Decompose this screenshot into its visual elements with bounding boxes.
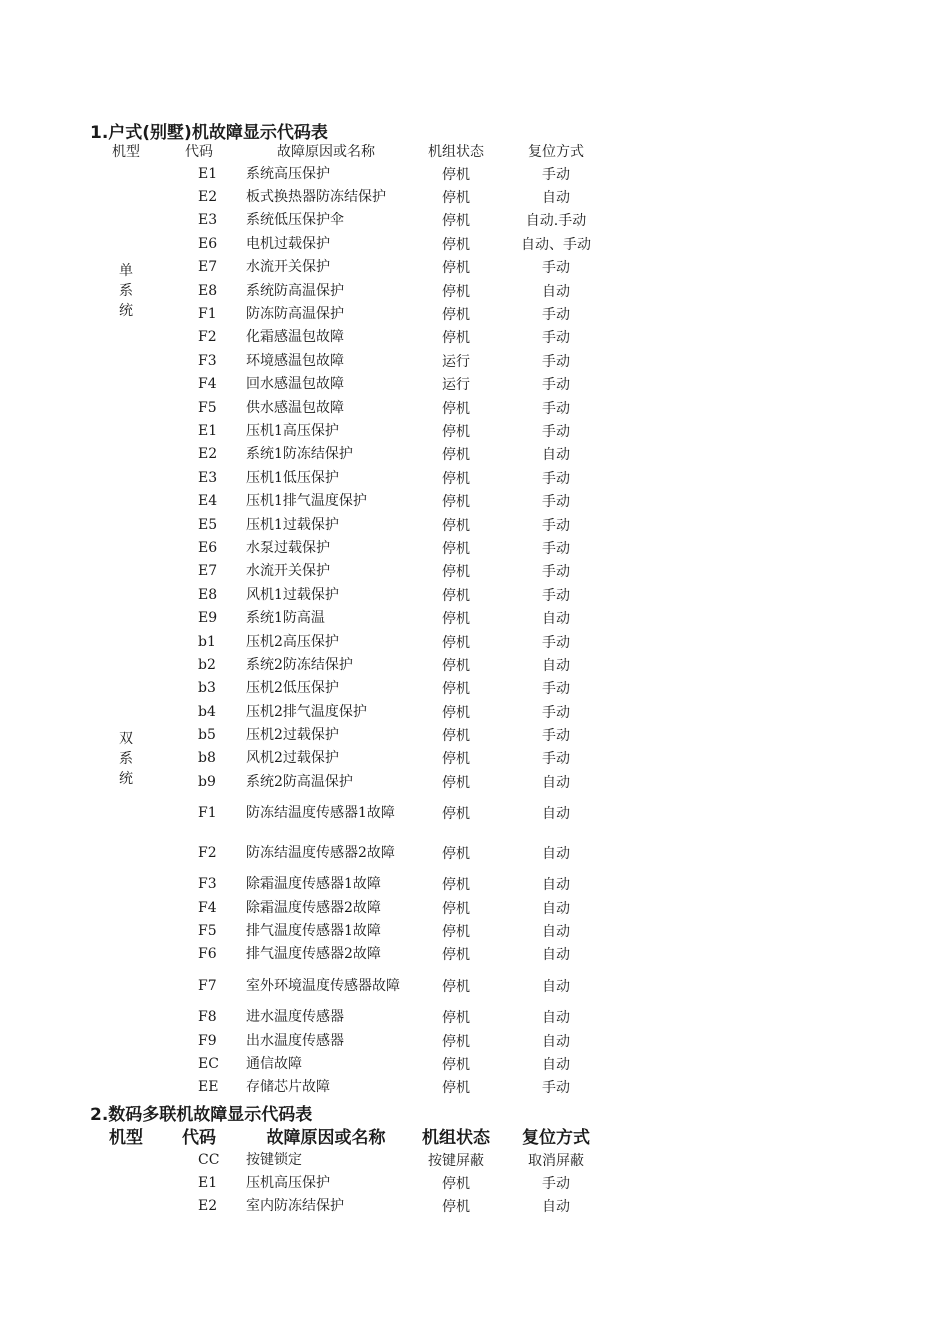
table-row — [100, 630, 606, 653]
fault-code: b1 — [198, 633, 216, 650]
fault-reason — [246, 723, 406, 746]
table-row — [100, 489, 606, 512]
reset-method: 手动 — [542, 260, 570, 277]
reset-method: 自动 — [542, 1199, 570, 1216]
table-row — [100, 723, 606, 746]
fault-code: E1 — [198, 165, 218, 182]
fault-reason — [246, 919, 406, 942]
unit-state: 停机 — [442, 924, 470, 941]
unit-state: 停机 — [442, 190, 470, 207]
header-reason: 故障原因或名称 — [266, 1128, 386, 1148]
unit-state: 停机 — [442, 283, 470, 300]
fault-reason — [246, 770, 406, 793]
fault-code: E3 — [198, 469, 218, 486]
table-row — [100, 747, 606, 770]
fault-code: EC — [198, 1056, 219, 1073]
unit-state: 停机 — [442, 587, 470, 604]
fault-reason — [246, 373, 406, 396]
fault-reason-text: 化霜感温包故障 — [246, 329, 344, 346]
fault-reason — [246, 1052, 406, 1075]
unit-state: 停机 — [442, 657, 470, 674]
model-type-empty — [100, 1171, 152, 1194]
table-row — [100, 1148, 606, 1171]
fault-code: F4 — [198, 376, 217, 393]
fault-reason-text: 防冻结温度传感器2故障 — [246, 844, 395, 861]
table-row — [100, 919, 606, 942]
table-header-row — [100, 1123, 606, 1148]
model-type-empty — [100, 1195, 152, 1218]
header-model: 机型 — [109, 1128, 143, 1148]
fault-reason-text: 压机1高压保护 — [246, 422, 339, 439]
reset-method: 手动 — [542, 681, 570, 698]
fault-reason — [246, 560, 406, 583]
fault-reason-text: 通信故障 — [246, 1056, 302, 1073]
fault-reason-text: 板式换热器防冻结保护 — [246, 189, 386, 206]
fault-reason — [246, 700, 406, 723]
reset-method: 手动 — [542, 587, 570, 604]
fault-reason-text: 系统1防冻结保护 — [246, 446, 353, 463]
fault-reason — [246, 747, 406, 770]
reset-method: 自动 — [542, 283, 570, 300]
reset-method: 自动 — [542, 806, 570, 823]
unit-state: 停机 — [442, 900, 470, 917]
unit-state: 停机 — [442, 1010, 470, 1027]
reset-method: 取消屏蔽 — [528, 1152, 584, 1169]
unit-state: 停机 — [442, 774, 470, 791]
fault-reason-text: 系统2防冻结保护 — [246, 656, 353, 673]
reset-method: 手动 — [542, 307, 570, 324]
fault-reason-text: 环境感温包故障 — [246, 352, 344, 369]
fault-code: F6 — [198, 946, 217, 963]
fault-reason — [246, 630, 406, 653]
reset-method: 手动 — [542, 704, 570, 721]
table-row — [100, 443, 606, 466]
fault-code: E2 — [198, 446, 218, 463]
fault-reason-text: 压机2高压保护 — [246, 633, 339, 650]
unit-state: 停机 — [442, 307, 470, 324]
fault-reason — [246, 1006, 406, 1029]
reset-method: 自动 — [542, 900, 570, 917]
table-row — [100, 349, 606, 372]
unit-state: 停机 — [442, 447, 470, 464]
fault-reason — [246, 349, 406, 372]
table-row — [100, 185, 606, 208]
unit-state: 停机 — [442, 470, 470, 487]
model-type-empty — [100, 1148, 152, 1171]
fault-reason — [246, 873, 406, 896]
fault-code: E9 — [198, 610, 218, 627]
table-row — [100, 326, 606, 349]
unit-state: 停机 — [442, 681, 470, 698]
reset-method: 手动 — [542, 1080, 570, 1097]
fault-reason-text: 排气温度传感器2故障 — [246, 946, 381, 963]
fault-reason — [246, 419, 406, 442]
fault-reason-text: 压机2过载保护 — [246, 727, 339, 744]
fault-reason-text: 出水温度传感器 — [246, 1032, 344, 1049]
fault-reason — [246, 489, 406, 512]
unit-state: 停机 — [442, 845, 470, 862]
unit-state: 停机 — [442, 260, 470, 277]
fault-code: F5 — [198, 399, 217, 416]
reset-method: 自动 — [542, 611, 570, 628]
fault-reason-text: 进水温度传感器 — [246, 1009, 344, 1026]
fault-code: b3 — [198, 680, 216, 697]
table-row — [100, 833, 606, 873]
table-row — [100, 162, 606, 185]
unit-state: 停机 — [442, 517, 470, 534]
table-row — [100, 1076, 606, 1099]
fault-code: F3 — [198, 876, 217, 893]
fault-reason-text: 系统2防高温保护 — [246, 773, 353, 790]
model-type-label: 单 系 统 — [119, 262, 133, 319]
fault-code: CC — [198, 1151, 220, 1168]
fault-code: E6 — [198, 235, 218, 252]
reset-method: 手动 — [542, 1176, 570, 1193]
table-row — [100, 606, 606, 629]
table-row — [100, 700, 606, 723]
reset-method: 自动 — [542, 657, 570, 674]
table-row — [100, 794, 606, 834]
fault-code: E6 — [198, 539, 218, 556]
table-body — [100, 162, 606, 1099]
fault-reason-text: 风机2过载保护 — [246, 750, 339, 767]
table-row — [100, 770, 606, 793]
header-state: 机组状态 — [422, 1128, 490, 1148]
fault-reason — [246, 279, 406, 302]
unit-state: 停机 — [442, 330, 470, 347]
unit-state: 停机 — [442, 213, 470, 230]
table-row — [100, 302, 606, 325]
unit-state: 停机 — [442, 1199, 470, 1216]
fault-code: E8 — [198, 586, 218, 603]
table-row — [100, 943, 606, 966]
unit-state: 停机 — [442, 978, 470, 995]
reset-method: 手动 — [542, 494, 570, 511]
fault-code: F7 — [198, 977, 217, 994]
header-code: 代码 — [185, 143, 213, 160]
reset-method: 手动 — [542, 540, 570, 557]
fault-reason: 按键锁定 — [246, 1151, 302, 1168]
table-row — [100, 1171, 606, 1194]
table-row — [100, 232, 606, 255]
unit-state: 停机 — [442, 400, 470, 417]
table-row — [100, 896, 606, 919]
reset-method: 自动 — [542, 877, 570, 894]
reset-method: 手动 — [542, 751, 570, 768]
table-row — [100, 1006, 606, 1029]
table-row — [100, 373, 606, 396]
fault-reason — [246, 794, 406, 834]
reset-method: 手动 — [542, 564, 570, 581]
fault-reason — [246, 677, 406, 700]
section-1-title: 1.户式(别墅)机故障显示代码表 — [90, 123, 328, 143]
reset-method: 自动 — [542, 1033, 570, 1050]
fault-reason-text: 系统防高温保护 — [246, 282, 344, 299]
unit-state: 停机 — [442, 947, 470, 964]
fault-reason-text: 防冻结温度传感器1故障 — [246, 805, 395, 822]
fault-code-table-household — [100, 139, 606, 1099]
fault-reason-text: 压机2排气温度保护 — [246, 703, 367, 720]
header-code: 代码 — [182, 1128, 216, 1148]
fault-code: F3 — [198, 352, 217, 369]
unit-state: 停机 — [442, 423, 470, 440]
fault-code: b4 — [198, 703, 216, 720]
fault-code: E8 — [198, 282, 218, 299]
fault-reason: 压机高压保护 — [246, 1175, 330, 1192]
reset-method: 自动 — [542, 190, 570, 207]
fault-reason-text: 供水感温包故障 — [246, 399, 344, 416]
fault-code: F4 — [198, 899, 217, 916]
reset-method: 自动 — [542, 774, 570, 791]
fault-reason — [246, 443, 406, 466]
unit-state: 停机 — [442, 540, 470, 557]
fault-reason-text: 压机2低压保护 — [246, 680, 339, 697]
reset-method: 自动 — [542, 924, 570, 941]
unit-state: 运行 — [442, 377, 470, 394]
fault-reason-text: 风机1过载保护 — [246, 586, 339, 603]
table-row — [100, 560, 606, 583]
fault-reason — [246, 232, 406, 255]
fault-reason — [246, 833, 406, 873]
fault-code: F9 — [198, 1032, 217, 1049]
fault-reason-text: 电机过载保护 — [246, 235, 330, 252]
unit-state: 运行 — [442, 353, 470, 370]
reset-method: 自动 — [542, 978, 570, 995]
unit-state: 停机 — [442, 494, 470, 511]
fault-reason-text: 排气温度传感器1故障 — [246, 923, 381, 940]
fault-reason — [246, 1029, 406, 1052]
reset-method: 手动 — [542, 353, 570, 370]
table-row — [100, 1195, 606, 1218]
fault-reason-text: 水泵过载保护 — [246, 539, 330, 556]
fault-code: F8 — [198, 1009, 217, 1026]
unit-state: 停机 — [442, 236, 470, 253]
fault-reason-text: 回水感温包故障 — [246, 376, 344, 393]
reset-method: 手动 — [542, 330, 570, 347]
fault-code: E2 — [198, 1198, 218, 1215]
table-row — [100, 536, 606, 559]
section-2-title: 2.数码多联机故障显示代码表 — [90, 1105, 313, 1125]
fault-code: E7 — [198, 563, 218, 580]
fault-reason — [246, 256, 406, 279]
reset-method: 自动 — [542, 447, 570, 464]
fault-code: b2 — [198, 656, 216, 673]
reset-method: 自动、手动 — [521, 236, 591, 253]
table-row — [100, 677, 606, 700]
fault-code: E5 — [198, 516, 218, 533]
fault-reason — [246, 326, 406, 349]
reset-method: 自动 — [542, 1010, 570, 1027]
table-header-row — [100, 139, 606, 162]
unit-state: 停机 — [442, 634, 470, 651]
unit-state: 停机 — [442, 1080, 470, 1097]
fault-reason — [246, 396, 406, 419]
unit-state: 按键屏蔽 — [428, 1152, 484, 1169]
header-model: 机型 — [112, 143, 140, 160]
reset-method: 手动 — [542, 634, 570, 651]
unit-state: 停机 — [442, 877, 470, 894]
table-row — [100, 513, 606, 536]
fault-code: b8 — [198, 750, 216, 767]
reset-method: 自动.手动 — [525, 213, 587, 230]
header-reason: 故障原因或名称 — [277, 143, 375, 160]
table-row — [100, 1029, 606, 1052]
fault-reason-text: 水流开关保护 — [246, 259, 330, 276]
fault-reason — [246, 966, 406, 1006]
fault-reason-text: 压机1过载保护 — [246, 516, 339, 533]
fault-code: E1 — [198, 1175, 218, 1192]
fault-reason — [246, 1076, 406, 1099]
unit-state: 停机 — [442, 1033, 470, 1050]
fault-reason-text: 除霜温度传感器1故障 — [246, 876, 381, 893]
table-row — [100, 256, 606, 279]
reset-method: 手动 — [542, 377, 570, 394]
reset-method: 自动 — [542, 1057, 570, 1074]
table-row — [100, 966, 606, 1006]
fault-reason-text: 防冻防高温保护 — [246, 306, 344, 323]
fault-reason — [246, 653, 406, 676]
fault-code: E3 — [198, 212, 218, 229]
table-row — [100, 583, 606, 606]
reset-method: 手动 — [542, 470, 570, 487]
fault-code: F5 — [198, 923, 217, 940]
fault-code: E4 — [198, 493, 218, 510]
unit-state: 停机 — [442, 1176, 470, 1193]
fault-reason — [246, 606, 406, 629]
header-reset: 复位方式 — [522, 1128, 590, 1148]
table-row — [100, 1052, 606, 1075]
unit-state: 停机 — [442, 728, 470, 745]
fault-reason — [246, 162, 406, 185]
fault-reason-text: 压机1排气温度保护 — [246, 493, 367, 510]
table-row — [100, 419, 606, 442]
fault-code: E2 — [198, 189, 218, 206]
reset-method: 自动 — [542, 947, 570, 964]
table-row — [100, 466, 606, 489]
fault-reason — [246, 896, 406, 919]
fault-reason-text: 除霜温度传感器2故障 — [246, 899, 381, 916]
fault-reason-text: 系统1防高温 — [246, 610, 325, 627]
table-body — [100, 1148, 606, 1218]
fault-code-table-multi-split — [100, 1123, 606, 1218]
fault-reason-text: 室外环境温度传感器故障 — [246, 977, 400, 994]
fault-code: F1 — [198, 306, 217, 323]
unit-state: 停机 — [442, 704, 470, 721]
fault-code: F2 — [198, 329, 217, 346]
reset-method: 手动 — [542, 400, 570, 417]
fault-reason-text: 系统高压保护 — [246, 165, 330, 182]
header-state: 机组状态 — [428, 143, 484, 160]
unit-state: 停机 — [442, 751, 470, 768]
table-row — [100, 279, 606, 302]
table-row — [100, 209, 606, 232]
unit-state: 停机 — [442, 166, 470, 183]
fault-reason-text: 系统低压保护伞 — [246, 212, 344, 229]
model-type-label: 双 系 统 — [119, 731, 133, 788]
fault-reason — [246, 943, 406, 966]
table-row — [100, 396, 606, 419]
fault-reason-text: 压机1低压保护 — [246, 469, 339, 486]
unit-state: 停机 — [442, 611, 470, 628]
fault-code: E7 — [198, 259, 218, 276]
reset-method: 手动 — [542, 517, 570, 534]
unit-state: 停机 — [442, 564, 470, 581]
fault-code: F1 — [198, 805, 217, 822]
unit-state: 停机 — [442, 806, 470, 823]
reset-method: 自动 — [542, 845, 570, 862]
fault-reason: 室内防冻结保护 — [246, 1198, 344, 1215]
table-row — [100, 873, 606, 896]
fault-reason-text: 水流开关保护 — [246, 563, 330, 580]
table-row — [100, 653, 606, 676]
fault-code: b9 — [198, 773, 216, 790]
fault-code: E1 — [198, 422, 218, 439]
fault-reason — [246, 466, 406, 489]
fault-reason — [246, 536, 406, 559]
fault-code: EE — [198, 1079, 219, 1096]
fault-code: b5 — [198, 727, 216, 744]
reset-method: 手动 — [542, 423, 570, 440]
fault-reason — [246, 209, 406, 232]
fault-reason — [246, 583, 406, 606]
reset-method: 手动 — [542, 728, 570, 745]
fault-reason — [246, 185, 406, 208]
header-reset: 复位方式 — [528, 143, 584, 160]
reset-method: 手动 — [542, 166, 570, 183]
unit-state: 停机 — [442, 1057, 470, 1074]
fault-reason — [246, 513, 406, 536]
fault-reason — [246, 302, 406, 325]
fault-code: F2 — [198, 844, 217, 861]
fault-reason-text: 存储芯片故障 — [246, 1079, 330, 1096]
